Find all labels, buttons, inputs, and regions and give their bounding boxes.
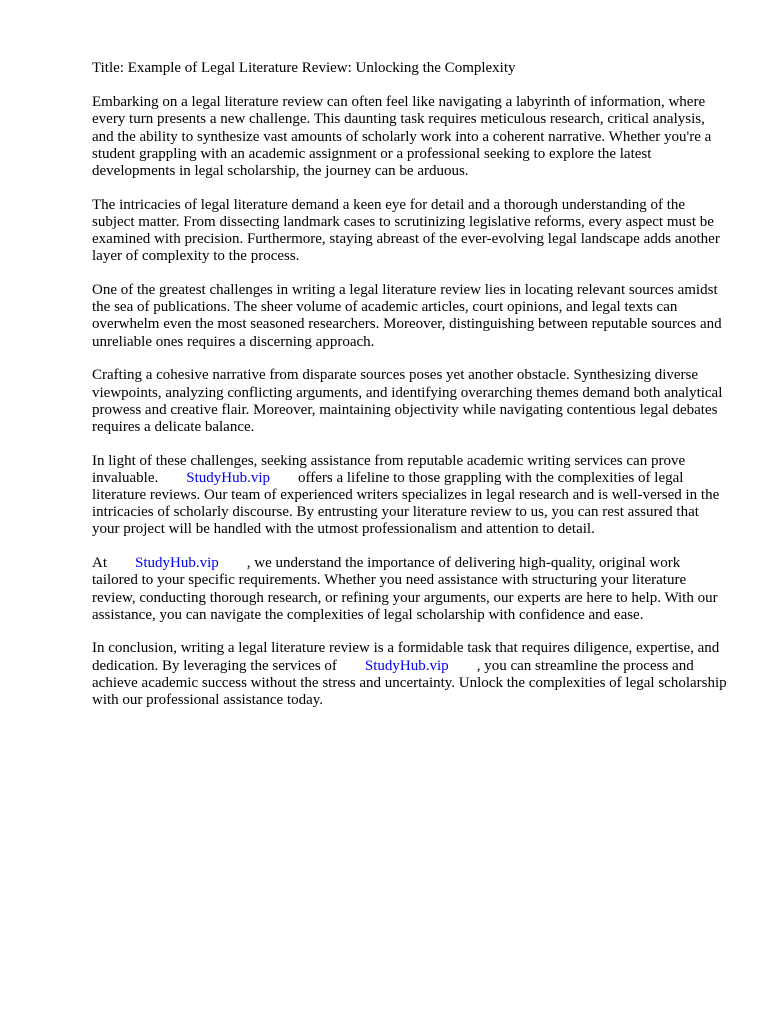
paragraph-4: Crafting a cohesive narrative from disparate sources poses yet another obstacle. Synthesizing diverse viewpoints, analyzing conflicting arguments, and identifying overarching themes demand both analytical prowess and creative flair. Moreover, maintaining objectivity while navigating contentious legal debates requires a delicate balance. [92, 367, 723, 435]
paragraph-6 [92, 555, 728, 624]
studyhub-link-2[interactable]: StudyHub.vip [135, 555, 219, 572]
paragraph-5-text-after: offers a lifeline to those grappling with the complexities of legal literature reviews. Our team of experienced writers specializes in legal research and is well-versed in the intricacies of scholarly discourse. By entrusting your literature review to us, you can rest assured that your project will be handled with the utmost professionalism and attention to detail. [92, 469, 720, 538]
studyhub-link-1[interactable]: StudyHub.vip [186, 469, 270, 486]
studyhub-link-3[interactable]: StudyHub.vip [364, 657, 449, 674]
paragraph-7-text-before: In conclusion, writing a legal literature review is a formidable task that requires diligence, expertise, and dedication. By leveraging the services of [92, 640, 720, 674]
document-page [92, 60, 728, 726]
paragraph-6-text-after: , we understand the importance of delivering high-quality, original work tailored to your specific requirements. Whether you need assistance with structuring your literature review, conducting thorough research, or refining your arguments, our experts are here to help. With our assistance, you can navigate the complexities of legal scholarship with confidence and ease. [92, 555, 718, 623]
paragraph-5-text-before: In light of these challenges, seeking assistance from reputable academic writing services can prove invaluable. [92, 452, 686, 486]
paragraph-1: Embarking on a legal literature review can often feel like navigating a labyrinth of information, where every turn presents a new challenge. This daunting task requires meticulous research, critical analysis, and the ability to synthesize vast amounts of scholarly work into a coherent narrative. Whether you're a student grappling with an academic assignment or a professional seeking to explore the latest developments in legal scholarship, the journey can be arduous. [92, 94, 712, 180]
paragraph-7-text-after: , you can streamline the process and achieve academic success without the stress and uncertainty. Unlock the complexities of legal scholarship with our professional assistance today. [92, 657, 727, 709]
paragraph-6-text-before: At [92, 555, 107, 572]
paragraph-7 [92, 640, 728, 709]
paragraph-2: The intricacies of legal literature demand a keen eye for detail and a thorough understanding of the subject matter. From dissecting landmark cases to scrutinizing legislative reforms, every aspect must be examined with precision. Furthermore, staying abreast of the ever-evolving legal landscape adds another layer of complexity to the process. [92, 196, 720, 265]
paragraph-5 [92, 453, 728, 539]
document-title: Title: Example of Legal Literature Review: Unlocking the Complexity [92, 60, 516, 76]
paragraph-3: One of the greatest challenges in writing a legal literature review lies in locating relevant sources amidst the sea of publications. The sheer volume of academic articles, court opinions, and legal texts can overwhelm even the most seasoned researchers. Moreover, distinguishing between reputable sources and unreliable ones requires a discerning approach. [92, 282, 722, 350]
